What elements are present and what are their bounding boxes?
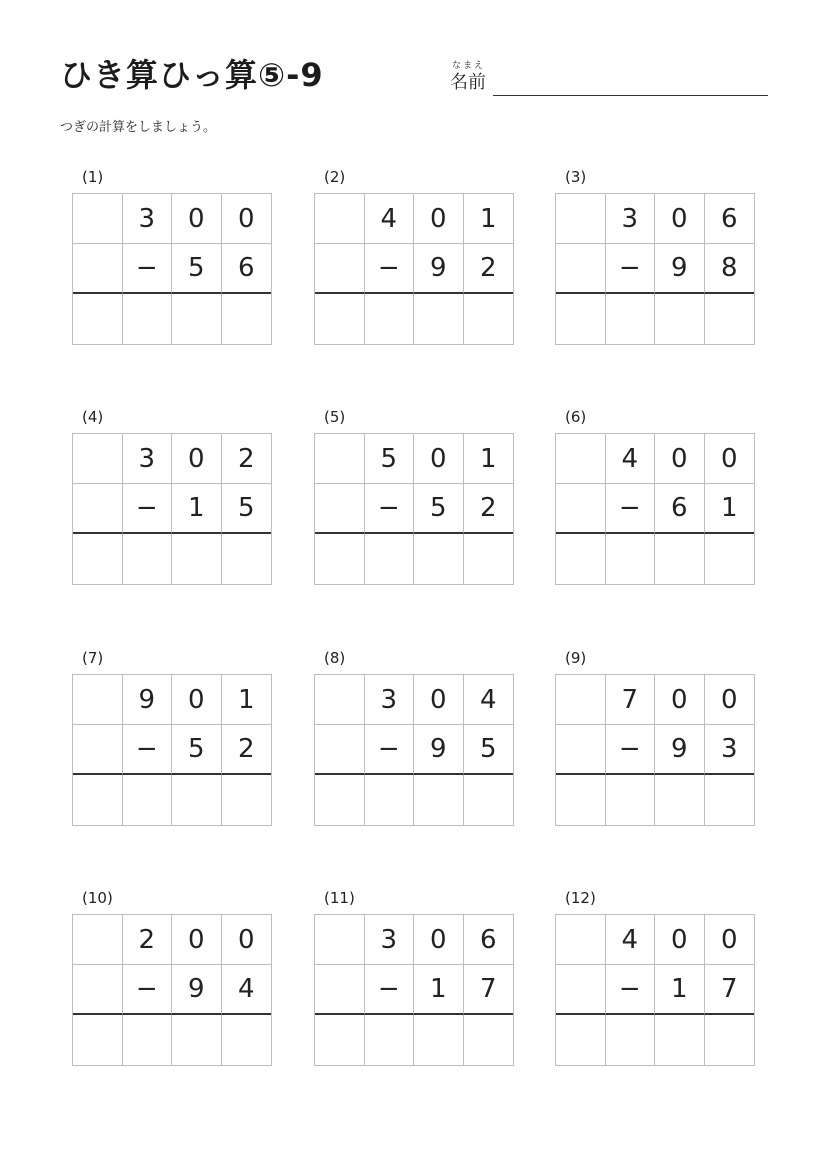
empty-cell <box>556 484 606 534</box>
answer-cell[interactable] <box>655 534 705 584</box>
subtrahend-digit: 5 <box>464 725 514 775</box>
answer-cell[interactable] <box>73 534 123 584</box>
subtrahend-digit: 7 <box>464 965 514 1015</box>
name-write-line[interactable] <box>493 95 768 96</box>
minus-sign: − <box>123 725 173 775</box>
digit-grid <box>314 674 514 826</box>
empty-cell <box>73 484 123 534</box>
minus-sign: − <box>365 725 415 775</box>
answer-cell[interactable] <box>315 534 365 584</box>
answer-cell[interactable] <box>73 294 123 344</box>
empty-cell <box>73 244 123 294</box>
answer-cell[interactable] <box>464 294 514 344</box>
subtrahend-digit: 5 <box>172 244 222 294</box>
minuend-digit: 3 <box>123 194 173 244</box>
answer-cell[interactable] <box>365 534 415 584</box>
answer-cell[interactable] <box>365 775 415 825</box>
problem-number: (1) <box>82 168 104 186</box>
digit-grid <box>555 914 755 1066</box>
answer-cell[interactable] <box>222 294 272 344</box>
answer-cell[interactable] <box>172 294 222 344</box>
minuend-digit: 4 <box>365 194 415 244</box>
digit-grid <box>314 193 514 345</box>
minuend-digit: 1 <box>464 194 514 244</box>
answer-cell[interactable] <box>365 294 415 344</box>
minus-sign: − <box>365 484 415 534</box>
answer-cell[interactable] <box>655 1015 705 1065</box>
empty-cell <box>315 434 365 484</box>
minuend-digit: 0 <box>705 675 755 725</box>
problem-2 <box>314 168 514 358</box>
answer-cell[interactable] <box>172 534 222 584</box>
answer-cell[interactable] <box>222 775 272 825</box>
minus-sign: − <box>123 244 173 294</box>
subtrahend-digit: 9 <box>414 244 464 294</box>
digit-grid <box>555 433 755 585</box>
problem-number: (4) <box>82 408 104 426</box>
name-field <box>450 58 770 98</box>
minuend-digit: 0 <box>414 194 464 244</box>
empty-cell <box>73 915 123 965</box>
minuend-digit: 0 <box>172 915 222 965</box>
empty-cell <box>73 434 123 484</box>
minuend-digit: 0 <box>414 675 464 725</box>
minuend-digit: 0 <box>222 194 272 244</box>
answer-cell[interactable] <box>655 775 705 825</box>
empty-cell <box>73 675 123 725</box>
answer-cell[interactable] <box>606 1015 656 1065</box>
empty-cell <box>315 194 365 244</box>
minuend-digit: 3 <box>123 434 173 484</box>
empty-cell <box>315 725 365 775</box>
problem-number: (12) <box>565 889 596 907</box>
instructions: つぎの計算をしましょう。 <box>60 120 217 135</box>
answer-cell[interactable] <box>414 775 464 825</box>
problem-6 <box>555 408 755 598</box>
answer-cell[interactable] <box>123 1015 173 1065</box>
empty-cell <box>315 675 365 725</box>
answer-cell[interactable] <box>73 775 123 825</box>
problem-10 <box>72 889 272 1079</box>
answer-cell[interactable] <box>464 1015 514 1065</box>
problem-4 <box>72 408 272 598</box>
subtrahend-digit: 8 <box>705 244 755 294</box>
subtrahend-digit: 3 <box>705 725 755 775</box>
problem-12 <box>555 889 755 1079</box>
answer-cell[interactable] <box>556 775 606 825</box>
subtrahend-digit: 2 <box>222 725 272 775</box>
digit-grid <box>72 433 272 585</box>
problem-number: (9) <box>565 649 587 667</box>
answer-cell[interactable] <box>556 534 606 584</box>
minus-sign: − <box>123 965 173 1015</box>
answer-cell[interactable] <box>222 534 272 584</box>
digit-grid <box>72 674 272 826</box>
empty-cell <box>556 965 606 1015</box>
problem-7 <box>72 649 272 839</box>
minus-sign: − <box>606 484 656 534</box>
problem-number: (11) <box>324 889 355 907</box>
empty-cell <box>315 244 365 294</box>
problem-number: (2) <box>324 168 346 186</box>
answer-cell[interactable] <box>365 1015 415 1065</box>
empty-cell <box>556 434 606 484</box>
subtrahend-digit: 6 <box>655 484 705 534</box>
minuend-digit: 7 <box>606 675 656 725</box>
minus-sign: − <box>606 244 656 294</box>
problem-9 <box>555 649 755 839</box>
subtrahend-digit: 1 <box>705 484 755 534</box>
worksheet-title: ひき算ひっ算⑤-9 <box>60 56 324 94</box>
subtrahend-digit: 7 <box>705 965 755 1015</box>
answer-cell[interactable] <box>73 1015 123 1065</box>
problem-number: (6) <box>565 408 587 426</box>
subtrahend-digit: 1 <box>655 965 705 1015</box>
answer-cell[interactable] <box>556 294 606 344</box>
digit-grid <box>72 914 272 1066</box>
answer-cell[interactable] <box>123 775 173 825</box>
answer-cell[interactable] <box>705 775 755 825</box>
problem-number: (3) <box>565 168 587 186</box>
empty-cell <box>556 194 606 244</box>
minuend-digit: 0 <box>705 434 755 484</box>
empty-cell <box>556 244 606 294</box>
empty-cell <box>73 965 123 1015</box>
minuend-digit: 0 <box>655 675 705 725</box>
answer-cell[interactable] <box>414 1015 464 1065</box>
minuend-digit: 0 <box>172 194 222 244</box>
empty-cell <box>315 965 365 1015</box>
minuend-digit: 0 <box>414 915 464 965</box>
minuend-digit: 0 <box>655 434 705 484</box>
answer-cell[interactable] <box>606 775 656 825</box>
problem-11 <box>314 889 514 1079</box>
digit-grid <box>314 914 514 1066</box>
answer-cell[interactable] <box>172 1015 222 1065</box>
minuend-digit: 0 <box>222 915 272 965</box>
answer-cell[interactable] <box>123 534 173 584</box>
subtrahend-digit: 1 <box>172 484 222 534</box>
minus-sign: − <box>123 484 173 534</box>
problem-8 <box>314 649 514 839</box>
problem-3 <box>555 168 755 358</box>
answer-cell[interactable] <box>464 534 514 584</box>
name-ruby: なまえ <box>452 61 486 71</box>
answer-cell[interactable] <box>705 1015 755 1065</box>
minuend-digit: 2 <box>123 915 173 965</box>
answer-cell[interactable] <box>222 1015 272 1065</box>
subtrahend-digit: 2 <box>464 484 514 534</box>
subtrahend-digit: 1 <box>414 965 464 1015</box>
answer-cell[interactable] <box>315 775 365 825</box>
minuend-digit: 0 <box>414 434 464 484</box>
digit-grid <box>314 433 514 585</box>
subtrahend-digit: 5 <box>172 725 222 775</box>
answer-cell[interactable] <box>705 294 755 344</box>
minuend-digit: 4 <box>606 434 656 484</box>
minuend-digit: 0 <box>172 434 222 484</box>
answer-cell[interactable] <box>414 534 464 584</box>
problem-1 <box>72 168 272 358</box>
minus-sign: − <box>606 725 656 775</box>
subtrahend-digit: 9 <box>414 725 464 775</box>
empty-cell <box>73 194 123 244</box>
answer-cell[interactable] <box>123 294 173 344</box>
problem-5 <box>314 408 514 598</box>
subtrahend-digit: 5 <box>414 484 464 534</box>
minus-sign: − <box>365 244 415 294</box>
minuend-digit: 4 <box>606 915 656 965</box>
subtrahend-digit: 9 <box>655 244 705 294</box>
answer-cell[interactable] <box>655 294 705 344</box>
subtrahend-digit: 2 <box>464 244 514 294</box>
subtrahend-digit: 9 <box>655 725 705 775</box>
answer-cell[interactable] <box>464 775 514 825</box>
minuend-digit: 6 <box>705 194 755 244</box>
minuend-digit: 1 <box>464 434 514 484</box>
minuend-digit: 0 <box>655 194 705 244</box>
answer-cell[interactable] <box>556 1015 606 1065</box>
answer-cell[interactable] <box>315 1015 365 1065</box>
minuend-digit: 0 <box>705 915 755 965</box>
digit-grid <box>555 193 755 345</box>
answer-cell[interactable] <box>606 294 656 344</box>
problem-number: (8) <box>324 649 346 667</box>
minuend-digit: 9 <box>123 675 173 725</box>
answer-cell[interactable] <box>414 294 464 344</box>
answer-cell[interactable] <box>172 775 222 825</box>
subtrahend-digit: 4 <box>222 965 272 1015</box>
minus-sign: − <box>606 965 656 1015</box>
empty-cell <box>73 725 123 775</box>
minuend-digit: 0 <box>655 915 705 965</box>
answer-cell[interactable] <box>705 534 755 584</box>
minus-sign: − <box>365 965 415 1015</box>
minuend-digit: 6 <box>464 915 514 965</box>
empty-cell <box>315 915 365 965</box>
digit-grid <box>72 193 272 345</box>
problem-number: (7) <box>82 649 104 667</box>
empty-cell <box>556 675 606 725</box>
empty-cell <box>315 484 365 534</box>
empty-cell <box>556 725 606 775</box>
minuend-digit: 3 <box>365 675 415 725</box>
problem-number: (10) <box>82 889 113 907</box>
name-label: 名前 <box>450 72 486 93</box>
minuend-digit: 3 <box>606 194 656 244</box>
minuend-digit: 0 <box>172 675 222 725</box>
minuend-digit: 5 <box>365 434 415 484</box>
subtrahend-digit: 6 <box>222 244 272 294</box>
minuend-digit: 1 <box>222 675 272 725</box>
minuend-digit: 4 <box>464 675 514 725</box>
minuend-digit: 3 <box>365 915 415 965</box>
subtrahend-digit: 5 <box>222 484 272 534</box>
empty-cell <box>556 915 606 965</box>
problem-number: (5) <box>324 408 346 426</box>
subtrahend-digit: 9 <box>172 965 222 1015</box>
digit-grid <box>555 674 755 826</box>
answer-cell[interactable] <box>315 294 365 344</box>
answer-cell[interactable] <box>606 534 656 584</box>
minuend-digit: 2 <box>222 434 272 484</box>
